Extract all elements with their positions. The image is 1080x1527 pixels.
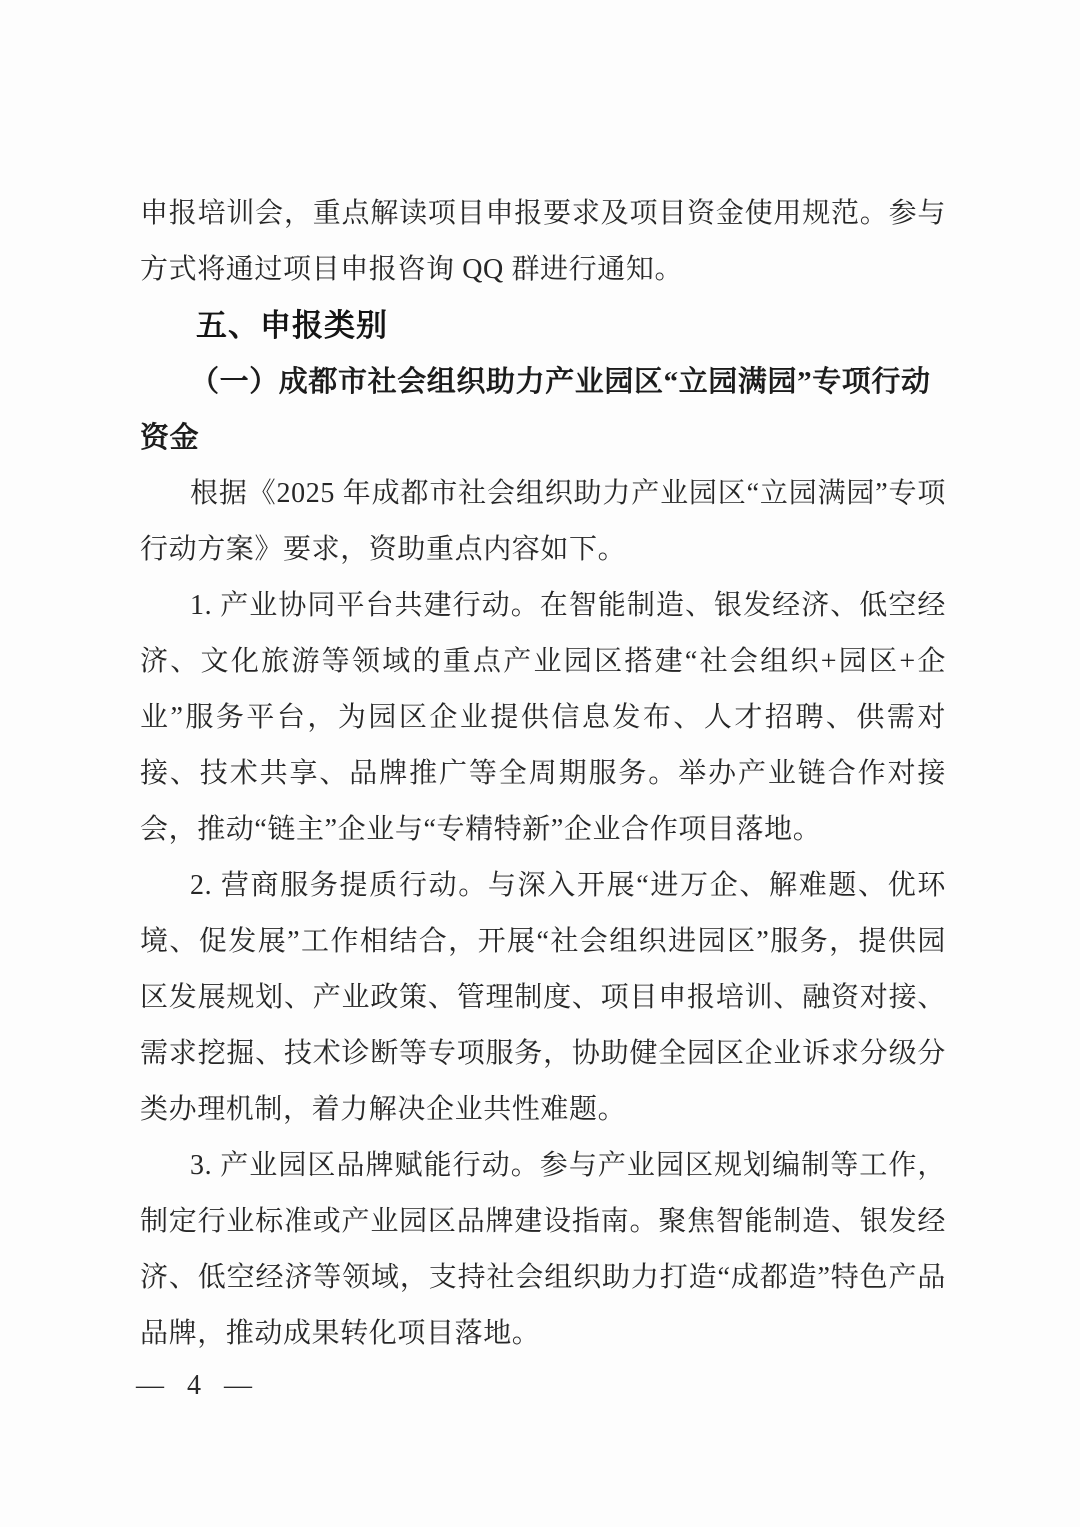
subsection-heading-line1: （一）成都市社会组织助力产业园区“立园满园”专项行动 (190, 366, 931, 398)
paragraph-continuation: 申报培训会，重点解读项目申报要求及项目资金使用规范。参与方式将通过项目申报咨询 QQ 群进行通知。 (140, 198, 946, 285)
section-heading: 五、申报类别 (196, 308, 388, 343)
paragraph-basis: 根据《2025 年成都市社会组织助力产业园区“立园满园”专项行动方案》要求，资助重点内容如下。 (140, 478, 946, 565)
page-number: — 4 — (136, 1370, 255, 1401)
subsection-heading-line2: 资金 (140, 422, 200, 454)
paragraph-item-3: 3. 产业园区品牌赋能行动。参与产业园区规划编制等工作，制定行业标准或产业园区品牌建设指南。聚焦智能制造、银发经济、低空经济等领域，支持社会组织助力打造“成都造”特色产品品牌，推动成果转化项目落地。 (140, 1150, 946, 1349)
subsection-heading (140, 354, 946, 466)
document-body (140, 186, 946, 1362)
paragraph-item-2: 2. 营商服务提质行动。与深入开展“进万企、解难题、优环境、促发展”工作相结合，开展“社会组织进园区”服务，提供园区发展规划、产业政策、管理制度、项目申报培训、融资对接、需求挖掘、技术诊断等专项服务，协助健全园区企业诉求分级分类办理机制，着力解决企业共性难题。 (140, 870, 946, 1125)
paragraph-item-1: 1. 产业协同平台共建行动。在智能制造、银发经济、低空经济、文化旅游等领域的重点产业园区搭建“社会组织+园区+企业”服务平台，为园区企业提供信息发布、人才招聘、供需对接、技术共享、品牌推广等全周期服务。举办产业链合作对接会，推动“链主”企业与“专精特新”企业合作项目落地。 (140, 590, 946, 845)
